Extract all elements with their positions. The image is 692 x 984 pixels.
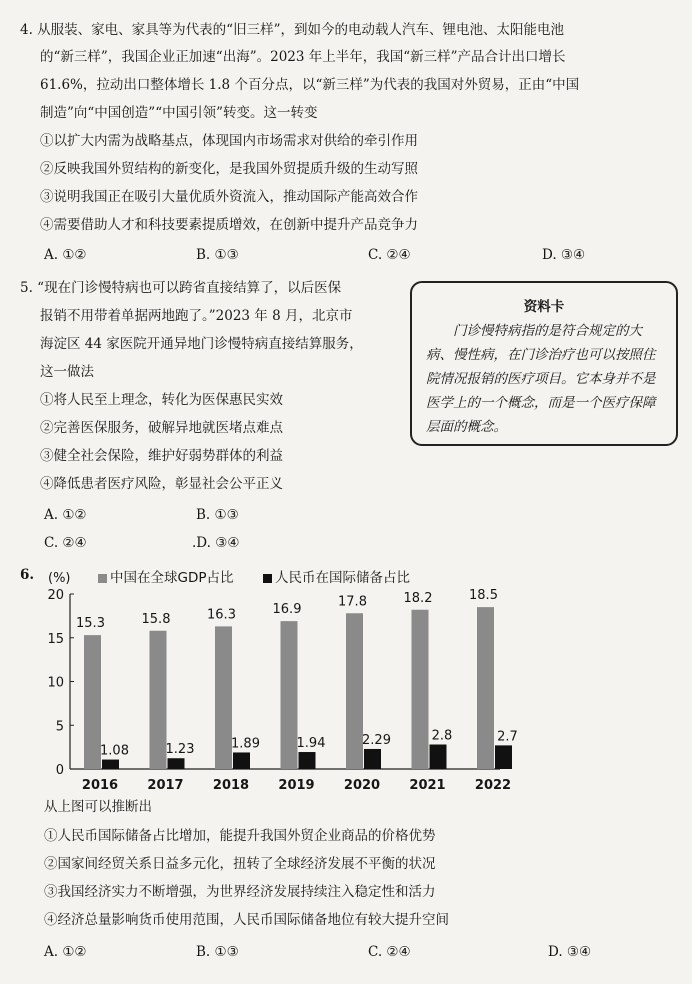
q4-option-d[interactable]: D. ③④ [542, 247, 586, 263]
q5-statement-1: ①将人民至上理念，转化为医保惠民实效 [40, 392, 283, 408]
bar-gdp-value-label: 15.8 [141, 611, 171, 627]
q4-option-a[interactable]: A. ①② [44, 247, 87, 263]
q6-statement-2: ②国家间经贸关系日益多元化，扭转了全球经济发展不平衡的状况 [44, 856, 436, 872]
x-tick-label: 2020 [343, 778, 381, 792]
q5-line-1: 5. “现在门诊慢特病也可以跨省直接结算了，以后医保 [20, 280, 342, 296]
y-axis-label: (%) [48, 571, 71, 586]
x-tick-label: 2016 [81, 778, 119, 792]
q6-option-a[interactable]: A. ①② [44, 944, 87, 960]
info-card-title: 资料卡 [523, 299, 565, 315]
bar-gdp [84, 635, 101, 769]
bar-gdp-value-label: 16.3 [207, 607, 236, 623]
y-tick-label: 15 [47, 631, 64, 647]
bar-rmb-value-label: 1.08 [100, 743, 129, 759]
q4-line-1: 4. 从服装、家电、家具等为代表的“旧三样”，到如今的电动载人汽车、锂电池、太阳能电池 [20, 22, 564, 38]
bar-gdp-value-label: 15.3 [76, 616, 105, 632]
q4-statement-3: ③说明我国正在吸引大量优质外资流入，推动国际产能高效合作 [40, 189, 418, 205]
q4-line-2: 的“新三样”，我国企业正加速“出海”。2023 年上半年，我国“新三样”产品合计出口增长 [40, 49, 566, 65]
q4-option-c[interactable]: C. ②④ [368, 247, 411, 263]
bar-rmb-value-label: 2.8 [431, 728, 453, 744]
bar-gdp-value-label: 17.8 [338, 594, 367, 610]
q5-statement-4: ④降低患者医疗风险，彰显社会公平正义 [40, 476, 283, 492]
bar-rmb [430, 745, 447, 770]
x-tick-label: 2017 [147, 778, 184, 792]
bar-chart [0, 560, 692, 792]
bar-gdp [346, 613, 363, 769]
x-tick-label: 2019 [278, 778, 315, 792]
q5-statement-2: ②完善医保服务，破解异地就医堵点难点 [40, 420, 283, 436]
q4-statement-2: ②反映我国外贸结构的新变化，是我国外贸提质升级的生动写照 [40, 161, 418, 177]
bar-gdp-value-label: 18.5 [469, 588, 498, 604]
bar-rmb [233, 752, 250, 769]
bar-gdp [150, 631, 167, 769]
q5-option-a[interactable]: A. ①② [44, 507, 87, 523]
x-tick-label: 2022 [474, 778, 512, 792]
bar-gdp [412, 610, 429, 769]
y-tick-label: 0 [55, 763, 64, 778]
q4-option-b[interactable]: B. ①③ [196, 247, 239, 263]
q5-statement-3: ③健全社会保险，维护好弱势群体的利益 [40, 448, 283, 464]
bar-gdp-value-label: 16.9 [272, 602, 302, 618]
q4-statement-4: ④需要借助人才和科技要素提质增效，在创新中提升产品竞争力 [40, 217, 418, 233]
q5-line-3: 海淀区 44 家医院开通异地门诊慢特病直接结算服务， [40, 336, 363, 352]
x-tick-label: 2021 [409, 778, 446, 792]
q4-line-4: 制造”向“中国创造”“中国引领”转变。这一转变 [40, 105, 318, 121]
q4-statement-1: ①以扩大内需为战略基点，体现国内市场需求对供给的牵引作用 [40, 133, 418, 149]
info-card [410, 281, 678, 446]
q6-option-d[interactable]: D. ③④ [548, 944, 592, 960]
bar-gdp [477, 607, 494, 769]
bar-gdp-value-label: 18.2 [403, 590, 433, 606]
y-tick-label: 5 [55, 719, 64, 735]
bar-rmb-value-label: 2.29 [362, 732, 391, 748]
bar-rmb-value-label: 1.94 [296, 736, 326, 752]
bar-rmb [299, 752, 316, 769]
q4-line-3: 61.6%，拉动出口整体增长 1.8 个百分点，以“新三样”为代表的我国对外贸易，正由“中国 [40, 77, 580, 93]
y-tick-label: 10 [47, 675, 64, 691]
q6-number: 6. [20, 567, 35, 583]
bar-gdp [215, 626, 232, 769]
bar-rmb-value-label: 1.89 [231, 736, 260, 752]
y-tick-label: 20 [47, 588, 64, 603]
legend-label-rmb: 人民币在国际储备占比 [275, 570, 410, 586]
bar-rmb [495, 745, 512, 769]
bar-rmb [364, 749, 381, 769]
q6-statement-1: ①人民币国际储备占比增加，能提升我国外贸企业商品的价格优势 [44, 828, 436, 844]
q6-statement-4: ④经济总量影响货币使用范围，人民币国际储备地位有较大提升空间 [44, 912, 449, 928]
bar-rmb [168, 758, 185, 769]
bar-rmb [102, 760, 119, 769]
bar-rmb-value-label: 2.7 [497, 729, 518, 745]
q5-option-b[interactable]: B. ①③ [196, 507, 239, 523]
x-tick-label: 2018 [212, 778, 250, 792]
bar-rmb-value-label: 1.23 [165, 742, 195, 758]
info-card-body: 门诊慢特病指的是符合规定的大病、慢性病，在门诊治疗也可以按照住院情况报销的医疗项目。它本身并不是医学上的一个概念，而是一个医疗保障层面的概念。 [426, 323, 656, 435]
q6-prompt: 从上图可以推断出 [44, 799, 152, 815]
q5-line-2: 报销不用带着单据两地跑了。”2023 年 8 月，北京市 [40, 308, 353, 324]
legend-label-gdp: 中国在全球GDP占比 [110, 570, 234, 586]
bar-gdp [281, 621, 298, 769]
q6-option-c[interactable]: C. ②④ [368, 944, 411, 960]
q5-option-c[interactable]: C. ②④ [44, 535, 87, 551]
q6-statement-3: ③我国经济实力不断增强，为世界经济发展持续注入稳定性和活力 [44, 884, 436, 900]
q5-option-d[interactable]: .D. ③④ [192, 535, 240, 551]
q6-option-b[interactable]: B. ①③ [196, 944, 239, 960]
q5-line-4: 这一做法 [40, 364, 94, 380]
